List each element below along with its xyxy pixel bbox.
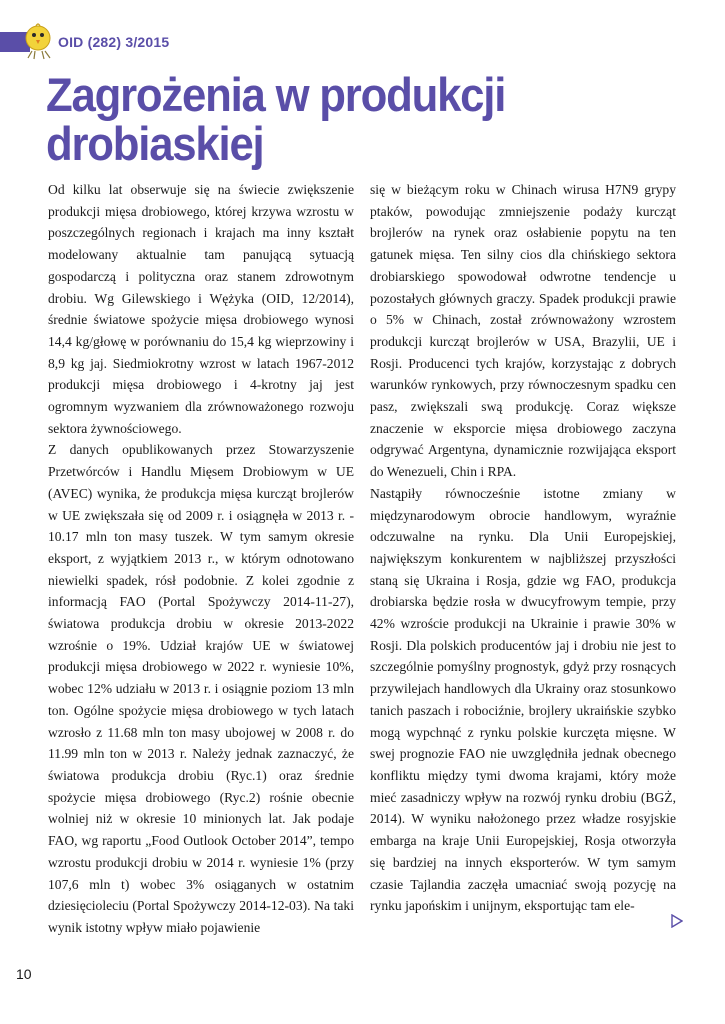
chick-mascot-icon xyxy=(22,22,56,60)
article-column-left xyxy=(48,179,354,939)
page-number: 10 xyxy=(16,966,32,982)
issue-label: OID (282) 3/2015 xyxy=(58,34,170,50)
article-column-right xyxy=(370,179,676,917)
continue-arrow-icon xyxy=(671,914,683,928)
paragraph: Z danych opublikowanych przez Stowarzyszenie Przetwórców i Handlu Mięsem Drobiowym w UE (AVEC) wynika, że produkcja mięsa kurcząt brojlerów w UE zwiększała się od 2009 r. i osiągnęła w 2013 r. - 10.17 mln ton masy tuszek. W tym samym okresie eksport, z wyjątkiem 2013 r., w którym odnotowano niewielki spadek, rósł podobnie. Z kolei zgodnie z informacją FAO (Portal Spożywczy 2014-11-27), światowa produkcja drobiu w okresie 2013-2022 wzrośnie o 19%. Udział krajów UE w światowej produkcji mięsa drobiowego w 2022 r. wyniesie 10%, wobec 12% udziału w 2013 r. i osiągnie poziom 13 mln ton. Ogólne spożycie mięsa drobiowego w tych latach wzrosło z 11.68 mln ton masy ubojowej w 2008 r. do 11.99 mln ton w 2013 r. Należy jednak zaznaczyć, że światowa produkcja drobiu (Ryc.1) oraz średnie spożycie mięsa drobiowego (Ryc.2) rośnie obecnie wolniej niż w okresie 10 minionych lat. Jak podaje FAO, wg raportu „Food Outlook October 2014”, tempo wzrostu produkcji drobiu w 2014 r. wyniesie 1% (przy 107,6 mln t) wobec 3% osiąganych w ostatnim dziesięcioleciu (Portal Spożywczy 2014-12-03). Na taki wynik istotny wpływ miało pojawienie xyxy=(48,442,354,935)
article-title: Zagrożenia w produkcji drobiaskiej xyxy=(46,68,506,170)
paragraph: Nastąpiły równocześnie istotne zmiany w międzynarodowym obrocie handlowym, wyraźnie odczuwalne na rynku. Dla Unii Europejskiej, największym konkurentem w najbliższej przyszłości staną się Ukraina i Rosja, gdzie wg FAO, produkcja drobiarska będzie rosła w dwucyfrowym tempie, przy 42% wzroście produkcji na Ukrainie i prawie 30% w Rosji. Dla polskich producentów jaj i drobiu nie jest to szczególnie pomyślny prognostyk, gdyż przy rosnących przywilejach handlowych dla Ukrainy oraz stosunkowo tanich paszach i robociźnie, brojlery ukraińskie szybko mogą wypchnąć z rynku polskie kurczęta mięsne. W swej prognozie FAO nie uwzględniła jednak obecnego konfliktu między tymi dwoma krajami, który może mieć zasadniczy wpływ na rozwój rynku drobiu (BGŻ, 2014). W wyniku nałożonego przez władze rosyjskie embarga na kraje Unii Europejskiej, Rosja otworzyła się bardziej na innych eksporterów. W tym samym czasie Tajlandia zaczęła umacniać swoją pozycję na rynku japońskim i unijnym, eksportując tam ele- xyxy=(370,485,676,914)
paragraph: się w bieżącym roku w Chinach wirusa H7N9 grypy ptaków, powodując zmniejszenie podaży kurcząt brojlerów na rynek oraz osłabienie popytu na ten gatunek mięsa. Ten silny cios dla chińskiego sektora drobiarskiego spowodował odwrotne tendencje u pozostałych głównych graczy. Spadek produkcji prawie o 5% w Chinach, został zrównoważony wzrostem produkcji kurcząt brojlerów w USA, Brazylii, UE i Rosji. Producenci tych krajów, korzystając z dobrych warunków rynkowych, przy równoczesnym spadku cen pasz, zwiększali swą produkcję. Coraz większe znaczenie w eksporcie mięsa drobiowego zaczyna odgrywać Argentyna, dynamicznie rozwijająca eksport do Wenezueli, Chin i RPA. xyxy=(370,182,676,480)
paragraph: Od kilku lat obserwuje się na świecie zwiększenie produkcji mięsa drobiowego, której krzywa wzrostu w poszczególnych regionach i krajach ma inny kształt modelowany aktualnie tam panującą sytuacją gospodarczą i polityczna oraz stanem zdrowotnym drobiu. Wg Gilewskiego i Wężyka (OID, 12/2014), średnie światowe spożycie mięsa drobiowego wynosi 14,4 kg/głowę w porównaniu do 15,4 kg wieprzowiny i 8,9 kg jaj. Siedmiokrotny wzrost w latach 1967-2012 produkcji mięsa drobiowego i 4-krotny jaj jest ogromnym wyzwaniem dla zrównoważonego rozwoju sektora żywnościowego. xyxy=(48,182,354,436)
